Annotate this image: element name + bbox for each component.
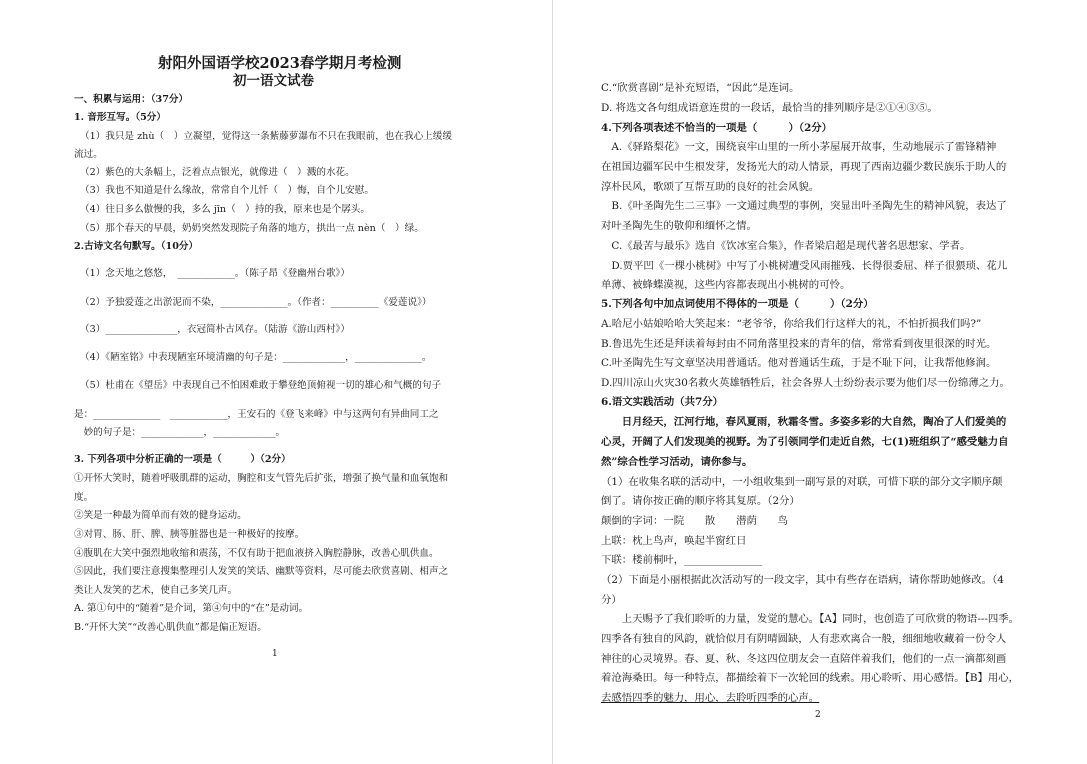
question-2-line: （5）杜甫在《望岳》中表现自己不怕困难敢于攀登绝顶俯视一切的雄心和气概的句子 — [80, 380, 442, 391]
question-1-line: （2）紫色的大条幅上，泛着点点银光，就像进（ ）溅的水花。 — [80, 167, 355, 178]
passage-line: 着沧海桑田。每一种特点，都描绘着下一次轮回的线索。用心聆听、用心感悟。【B】用心， — [601, 672, 1020, 684]
passage-line: 上天赐予了我们聆听的力量，发觉的慧心。【A】同时，也创造了可欣赏的物语---四季。 — [601, 613, 1020, 625]
question-4-line: 淳朴民风，歌颂了互帮互助的良好的社会风貌。 — [601, 181, 820, 193]
exam-title: 射阳外国语学校2023春学期月考检测 — [158, 55, 402, 72]
question-6-intro: 日月经天，江河行地，春风夏雨，秋霜冬雪。多姿多彩的大自然，陶冶了人们爱美的 — [601, 416, 1007, 428]
question-3-option: B.“开怀大笑”“改善心肌供血”都是偏正短语。 — [74, 622, 267, 633]
question-4-heading: 4.下列各项表述不恰当的一项是（ ）（2分） — [601, 122, 833, 134]
question-6-part-2: 分） — [601, 594, 622, 606]
page-divider — [552, 0, 553, 764]
question-6-intro: 然”综合性学习活动，请你参与。 — [601, 456, 753, 468]
question-5-option: D.四川凉山火灾30名救火英雄牺牲后，社会各界人士纷纷表示要为他们尽一份绵薄之力。 — [601, 377, 1010, 389]
question-2-line: 妙的句子是：_____________，_____________。 — [74, 427, 286, 438]
question-6-part-2: （2）下面是小丽根据此次活动写的一段文字，其中有些存在语病，请你帮助她修改。（4 — [601, 574, 1004, 586]
question-1-heading: 1. 音形互写。（5分） — [74, 112, 166, 123]
question-3-option: C.“欣赏喜剧”是补充短语，“因此”是连词。 — [601, 82, 800, 94]
question-2-line: 是：______________ ____________，王安石的《登飞来峰》中与这两句有异曲同工之 — [74, 409, 439, 420]
question-5-option: C.叶圣陶先生写文章坚决用普通话。他对普通话生疏，于是不耻下问，让我帮他修润。 — [601, 357, 997, 369]
section-heading: 一、积累与运用：（37分） — [74, 94, 189, 105]
question-4-line: D.贾平凹《一棵小桃树》中写了小桃树遭受风雨摧残、长得很委屈、样子很猥琐、花儿 — [601, 260, 1008, 272]
couplet-second-line: 下联：楼前桐叶，_______________ — [601, 554, 763, 566]
question-4-line: A.《驿路梨花》一文，围绕哀牢山里的一所小茅屋展开故事，生动地展示了雷锋精神 — [601, 141, 997, 153]
question-3-option: D. 将选文各句组成语意连贯的一段话，最恰当的排列顺序是②①④③⑤。 — [601, 102, 938, 114]
question-3-line: ③对胃、肠、肝、脾、胰等脏器也是一种极好的按摩。 — [74, 529, 305, 540]
page-number: 1 — [272, 649, 278, 659]
question-4-line: C.《最苦与最乐》选自《饮冰室合集》，作者梁启超是现代著名思想家、学者。 — [601, 240, 971, 252]
question-6-intro: 心灵，开阔了人们发现美的视野。为了引领同学们走近自然，七(1)班组织了“感受魅力自 — [601, 436, 1009, 448]
question-3-option: A. 第①句中的“随着”是介词，第④句中的“在”是动词。 — [74, 603, 309, 614]
question-5-option: A.哈尼小姑娘哈哈大笑起来：“老爷爷，你给我们行这样大的礼，不怕折损我们吗?” — [601, 318, 982, 330]
question-1-line: （1）我只是 zhù（ ）立凝望，觉得这一条紫藤萝瀑布不只在我眼前，也在我心上缓缓 — [80, 131, 452, 142]
question-2-heading: 2.古诗文名句默写。（10分） — [74, 241, 199, 252]
scrambled-words: 颠倒的字词：一院 散 潜荫 鸟 — [601, 515, 789, 527]
couplet-first-line: 上联：枕上鸟声，唤起半窗红日 — [601, 535, 747, 547]
question-1-line: 流过。 — [74, 149, 103, 160]
question-4-line: 对叶圣陶先生的敬仰和缅怀之情。 — [601, 220, 757, 232]
page-number: 2 — [815, 710, 821, 720]
question-6-part-1: （1）在收集名联的活动中，一小组收集到一副写景的对联，可惜下联的部分文字顺序颠 — [601, 476, 1003, 488]
question-1-line: （4）往日多么傲慢的我，多么 jīn（ ）持的我，原来也是个孱头。 — [80, 204, 370, 215]
passage-line: 去感悟四季的魅力，用心，去聆听四季的心声。 — [601, 692, 820, 704]
question-3-line: ④腹肌在大笑中强烈地收缩和震荡，不仅有助于把血液挤入胸腔静脉，改善心肌供血。 — [74, 548, 439, 559]
question-3-line: ⑤因此，我们要注意搜集整理引人发笑的笑话、幽默等资料，尽可能去欣赏喜剧、相声之 — [74, 566, 449, 577]
question-1-line: （5）那个春天的早晨，奶奶突然发现院子角落的地方，拱出一点 nèn（ ）绿。 — [80, 223, 424, 234]
exam-subtitle: 初一语文试卷 — [233, 73, 314, 89]
question-4-line: B.《叶圣陶先生二三事》一文通过典型的事例，突显出叶圣陶先生的精神风貌，表达了 — [601, 200, 1007, 212]
question-6-part-1: 倒了。请你按正确的顺序将其复原。（2分） — [601, 495, 800, 507]
question-3-heading: 3. 下列各项中分析正确的一项是（ ）（2分） — [74, 454, 291, 465]
question-2-line: （1）念天地之悠悠， ____________。（陈子昂《登幽州台歌》） — [80, 268, 350, 279]
passage-line: 神往的心灵境界。春、夏、秋、冬这四位朋友会一直陪伴着我们，他们的一点一滴都刻画 — [601, 653, 1007, 665]
question-2-line: （2）予独爱莲之出淤泥而不染，______________。（作者：__________《爱莲说》） — [80, 297, 432, 308]
question-3-line: ①开怀大笑时，随着呼吸肌群的运动，胸腔和支气管先后扩张，增强了换气量和血氧饱和 — [74, 473, 449, 484]
question-5-heading: 5.下列各句中加点词使用不得体的一项是（ ）（2分） — [601, 298, 874, 310]
passage-line: 四季各有独自的风韵，就恰似月有阴晴圆缺，人有悲欢离合一般，细细地收藏着一份令人 — [601, 633, 1007, 645]
question-3-line: 度。 — [74, 492, 94, 503]
question-2-line: （4）《陋室铭》中表现陋室环境清幽的句子是：_____________，______________。 — [80, 352, 432, 363]
question-4-line: 在祖国边疆军民中生根发芽，发扬光大的动人情景，再现了西南边疆少数民族乐于助人的 — [601, 161, 1007, 173]
question-3-line: ②笑是一种最为简单而有效的健身运动。 — [74, 510, 247, 521]
question-2-line: （3）_______________，衣冠简朴古风存。（陆游《游山西村》） — [80, 324, 350, 335]
question-4-line: 单薄、被蜂蝶漠视，这些内容都表现出小桃树的可怜。 — [601, 279, 851, 291]
exam-page-2 — [556, 0, 1087, 764]
question-5-option: B.鲁迅先生还是拜读着每封由不同角落里投来的青年的信，常常看到夜里很深的时光。 — [601, 338, 997, 350]
question-6-heading: 6.语文实践活动（共7分） — [601, 396, 723, 408]
question-1-line: （3）我也不知道是什么缘故，常常自个儿忏（ ）悔，自个儿安慰。 — [80, 185, 374, 196]
question-3-line: 类让人发笑的艺术，使自己多笑几声。 — [74, 585, 238, 596]
